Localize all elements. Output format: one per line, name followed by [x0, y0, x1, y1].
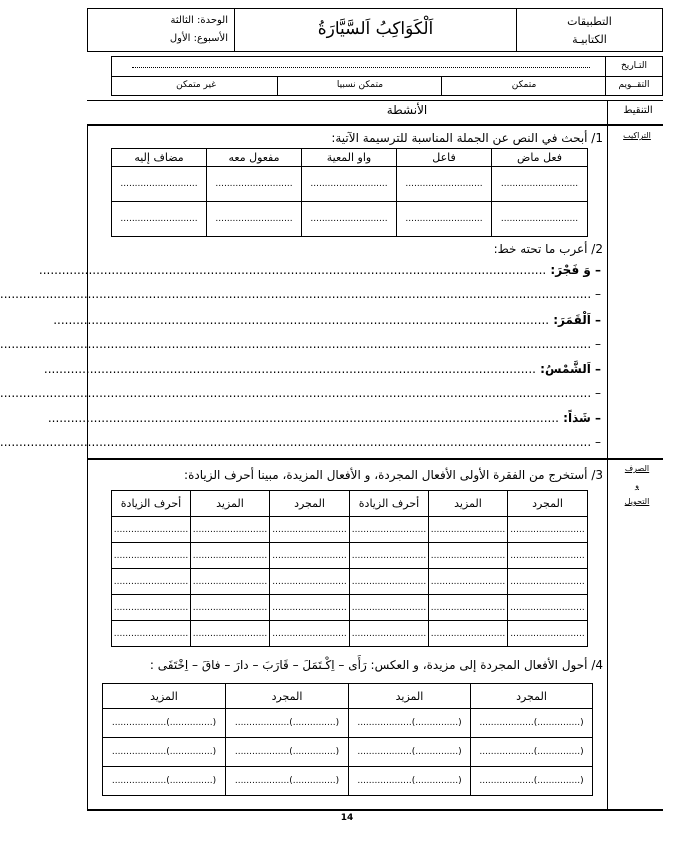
q2-answer-line[interactable]	[0, 286, 601, 302]
q2-answer-dots: ......................................................................................................................................	[47, 411, 559, 425]
q2-item-label: – شَذاً:	[559, 411, 601, 425]
answer-cell[interactable]: ..........................	[350, 517, 429, 543]
q3-header-augmented: المزيد	[191, 491, 270, 517]
page-bottom-rule	[87, 809, 663, 811]
answer-cell[interactable]: ..........................	[508, 595, 588, 621]
q2-answer-dots: ...........................................................................................................................................................	[0, 337, 592, 351]
answer-cell[interactable]: (...............)...................	[103, 767, 226, 796]
q4-header-bare: المجرد	[471, 684, 593, 709]
date-evaluation-grid	[111, 56, 663, 96]
answer-cell[interactable]: ...........................	[492, 167, 588, 202]
date-input-line[interactable]	[132, 67, 590, 68]
answer-cell[interactable]: ...........................	[302, 202, 397, 237]
sidebar-syntax-label: التراكيب	[623, 131, 651, 140]
q1-table	[111, 148, 588, 237]
q2-item-label: –	[591, 386, 601, 400]
q2-answer-dots: ...........................................................................................................................................................	[0, 435, 592, 449]
answer-cell[interactable]: ..........................	[350, 543, 429, 569]
answer-cell[interactable]: ..........................	[270, 621, 350, 647]
answer-cell[interactable]: (...............)...................	[471, 709, 593, 738]
q4-prompt: 4/ أحول الأفعال المجردة إلى مزيدة، و العكس: رَأَى – اِكْـتَمَلَ – قَارَبَ – دارَ – فاقَ – اِخْتَفَى :	[149, 658, 603, 672]
unit-cell	[88, 9, 234, 51]
answer-cell[interactable]: ...........................	[112, 202, 207, 237]
answer-cell[interactable]: (...............)...................	[471, 738, 593, 767]
q2-prompt: 2/ أعرب ما تحته خط:	[493, 242, 603, 256]
grid-divider	[112, 76, 606, 77]
answer-cell[interactable]: ..........................	[191, 569, 270, 595]
table-header-row	[112, 491, 588, 517]
sidebar-morph-label-3: التحويل	[624, 497, 650, 506]
week-label: الأسبوع: الأول	[169, 33, 228, 44]
table-row	[112, 569, 588, 595]
q2-answer-line[interactable]	[47, 410, 601, 426]
answer-cell[interactable]: ..........................	[112, 569, 191, 595]
q4-header-augmented: المزيد	[103, 684, 226, 709]
q2-item-label: –	[591, 435, 601, 449]
q3-header-bare: المجرد	[508, 491, 588, 517]
answer-cell[interactable]: ..........................	[191, 543, 270, 569]
section-divider	[87, 458, 663, 460]
q1-header-genitive: مضاف إليه	[112, 149, 207, 167]
q2-answer-line[interactable]	[43, 361, 601, 377]
q2-answer-line[interactable]	[0, 385, 601, 401]
q1-prompt: 1/ أبحث في النص عن الجملة المناسبة للترسيمة الآتية:	[331, 131, 603, 145]
table-header-row	[103, 684, 593, 709]
table-row	[103, 738, 593, 767]
grading-column-divider	[607, 100, 608, 810]
answer-cell[interactable]: ..........................	[270, 517, 350, 543]
answer-cell[interactable]: (...............)...................	[103, 738, 226, 767]
q1-header-past-verb: فعل ماض	[492, 149, 588, 167]
answer-cell[interactable]: (...............)...................	[349, 767, 471, 796]
q2-item-label: –	[591, 287, 601, 301]
answer-cell[interactable]: ..........................	[429, 621, 508, 647]
subject-line-2: الكتابيـة	[572, 33, 607, 46]
answer-cell[interactable]: ..........................	[112, 621, 191, 647]
answer-cell[interactable]: ...........................	[207, 202, 302, 237]
table-row	[103, 767, 593, 796]
answer-cell[interactable]: ..........................	[508, 543, 588, 569]
q2-item-label: – اَلْقَمَرَ:	[549, 313, 601, 327]
answer-cell[interactable]: (...............)...................	[349, 709, 471, 738]
answer-cell[interactable]: (...............)...................	[226, 738, 349, 767]
table-row	[103, 709, 593, 738]
answer-cell[interactable]: ..........................	[350, 569, 429, 595]
answer-cell[interactable]: ..........................	[112, 595, 191, 621]
q3-table	[111, 490, 588, 647]
answer-cell[interactable]: ..........................	[112, 543, 191, 569]
grading-title: التنقيط	[623, 105, 653, 116]
q3-header-added-letters: أحرف الزيادة	[350, 491, 429, 517]
q4-header-augmented: المزيد	[349, 684, 471, 709]
unit-label: الوحدة: الثالثة	[170, 15, 228, 26]
level-mastered[interactable]: متمكن	[441, 76, 606, 95]
evaluation-levels	[114, 76, 606, 95]
answer-cell[interactable]: (...............)...................	[471, 767, 593, 796]
q2-answer-line[interactable]	[0, 336, 601, 352]
q2-item-label: – اَلشَّمْسُ:	[536, 362, 601, 376]
subject-line-1: التطبيقات	[567, 15, 612, 28]
answer-cell[interactable]: ..........................	[429, 517, 508, 543]
answer-cell[interactable]: ...........................	[207, 167, 302, 202]
q1-header-subject: فاعل	[397, 149, 492, 167]
q4-header-bare: المجرد	[226, 684, 349, 709]
answer-cell[interactable]: ...........................	[492, 202, 588, 237]
answer-cell[interactable]: ..........................	[270, 595, 350, 621]
table-row	[112, 202, 588, 237]
answer-cell[interactable]: (...............)...................	[103, 709, 226, 738]
sidebar-morph-label-2: و	[635, 481, 639, 490]
lesson-title: اَلْكَوَاكِبُ اَلسَّيَّارَةُ	[234, 9, 516, 51]
section-double-rule	[87, 124, 663, 126]
answer-cell[interactable]: ..........................	[350, 621, 429, 647]
answer-cell[interactable]: ...........................	[397, 167, 492, 202]
sidebar-morph-label-1: الصرف	[624, 464, 650, 473]
q3-prompt: 3/ أستخرج من الفقرة الأولى الأفعال المجردة، و الأفعال المزيدة، مبينا أحرف الزيادة:	[184, 468, 603, 482]
answer-cell[interactable]: (...............)...................	[226, 709, 349, 738]
worksheet-header	[87, 8, 663, 52]
q4-table	[102, 683, 593, 796]
answer-cell[interactable]: (...............)...................	[349, 738, 471, 767]
q3-header-added-letters: أحرف الزيادة	[112, 491, 191, 517]
q2-answer-dots: .....................................................................................................................................	[38, 263, 547, 277]
q2-item-label: – وَ فَجْرَ:	[546, 263, 601, 277]
table-row	[112, 543, 588, 569]
q2-answer-dots: ..................................................................................................................................	[53, 313, 550, 327]
q1-header-waw: واو المعية	[302, 149, 397, 167]
answer-cell[interactable]: ..........................	[508, 569, 588, 595]
level-not-mastered[interactable]: غير متمكن	[176, 80, 216, 90]
level-partial[interactable]: متمكن نسبيا	[277, 76, 442, 95]
table-header-row	[112, 149, 588, 167]
answer-cell[interactable]: (...............)...................	[226, 767, 349, 796]
q2-answer-line[interactable]	[38, 262, 601, 278]
section-top-rule	[87, 100, 663, 101]
left-frame	[87, 124, 88, 810]
subject-cell	[516, 9, 662, 51]
q2-answer-dots: .................................................................................................................................	[43, 362, 536, 376]
answer-cell[interactable]: ..........................	[429, 569, 508, 595]
table-row	[112, 517, 588, 543]
q2-answer-dots: ...........................................................................................................................................................	[0, 386, 592, 400]
answer-cell[interactable]: ...........................	[397, 202, 492, 237]
q2-answer-dots: ...........................................................................................................................................................	[0, 287, 592, 301]
q2-answer-line[interactable]	[53, 312, 601, 328]
answer-cell[interactable]: ..........................	[350, 595, 429, 621]
activities-title: الأنشطة	[386, 103, 428, 117]
q2-item-label: –	[591, 337, 601, 351]
page-number: 14	[340, 813, 354, 823]
table-row	[112, 621, 588, 647]
q1-header-object-with: مفعول معه	[207, 149, 302, 167]
answer-cell[interactable]: ..........................	[508, 517, 588, 543]
answer-cell[interactable]: ..........................	[270, 569, 350, 595]
answer-cell[interactable]: ..........................	[429, 543, 508, 569]
table-row	[112, 595, 588, 621]
q3-header-augmented: المزيد	[429, 491, 508, 517]
answer-cell[interactable]: ..........................	[508, 621, 588, 647]
answer-cell[interactable]: ...........................	[112, 167, 207, 202]
answer-cell[interactable]: ..........................	[270, 543, 350, 569]
date-label: التـاريخ	[605, 57, 662, 77]
answer-cell[interactable]: ..........................	[191, 621, 270, 647]
evaluation-label: التقــويم	[605, 76, 662, 95]
answer-cell[interactable]: ...........................	[302, 167, 397, 202]
table-row	[112, 167, 588, 202]
answer-cell[interactable]: ..........................	[191, 595, 270, 621]
answer-cell[interactable]: ..........................	[191, 517, 270, 543]
answer-cell[interactable]: ..........................	[112, 517, 191, 543]
q3-header-bare: المجرد	[270, 491, 350, 517]
answer-cell[interactable]: ..........................	[429, 595, 508, 621]
q2-answer-line[interactable]	[0, 434, 601, 450]
